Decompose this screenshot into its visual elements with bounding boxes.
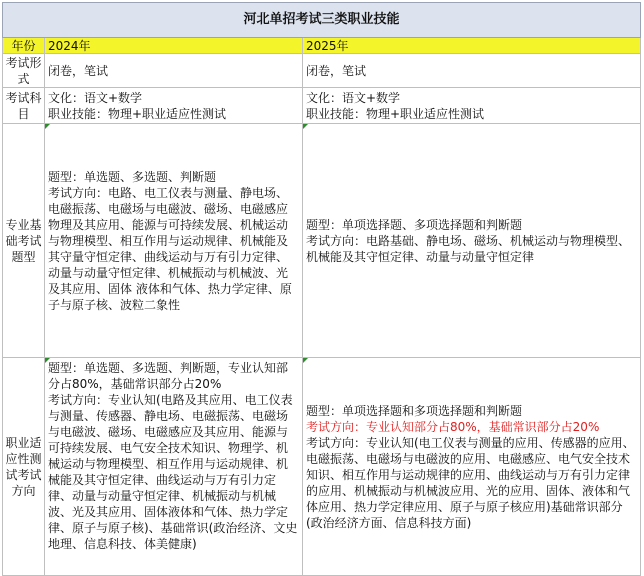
vocational-2025-direction: 考试方向：专业认知(电工仪表与测量的应用、传感器的应用、电磁振荡、电磁场与电磁波的应用、电磁感应、电气安全技术知识、相互作用与运动规律的应用、曲线运动与万有引力定律的应用、机械振动与机械波应用、光的应用、固体、液体和气体应用、热力学定律应用、原子与原子核应用)基础常识部分(政治经济方面、信息科技方面) — [306, 435, 635, 530]
header-row — [3, 38, 641, 54]
subjects-2025 — [303, 88, 641, 124]
professional-2025-direction: 考试方向：电路基础、静电场、磁场、机械运动与物理模型、机械能及其守恒定律、动量与动量守恒定律 — [306, 233, 631, 264]
vocational-2024 — [45, 358, 303, 576]
year-label: 年份 — [3, 38, 45, 54]
row-label-format: 考试形式 — [3, 54, 45, 88]
subjects-2025-culture: 文化：语文+数学 — [306, 90, 401, 105]
format-2025: 闭卷，笔试 — [303, 54, 641, 88]
vocational-2024-direction: 考试方向：专业认知(电路及其应用、电工仪表与测量、传感器、静电场、电磁振荡、电磁场与电磁波、磁场、电磁感应及其应用、能源与可持续发展、电气安全技术知识、物理学、机械运动与物理模型、相互作用与运动规律、机械能及其守恒定律、曲线运动与万有引力定律、动量与动量守恒定律、机械振动与机械波、光及其应用、固体液体和气体、热力学定律、原子与原子核)、基础常识(政治经济、文史地理、信息科技、体美健康) — [48, 393, 298, 551]
subjects-2024-culture: 文化：语文+数学 — [48, 90, 143, 105]
vocational-2025-types: 题型：单项选择题和多项选择题和判断题 — [306, 403, 523, 418]
subjects-2025-skill: 职业技能：物理+职业适应性测试 — [306, 106, 485, 121]
table-row — [3, 54, 641, 88]
vocational-2025-highlight: 考试方向：专业认知部分占80%，基础常识部分占20% — [306, 419, 600, 434]
row-label-professional: 专业基础考试题型 — [3, 124, 45, 358]
subjects-2024 — [45, 88, 303, 124]
exam-comparison-table — [2, 2, 641, 576]
table-row — [3, 88, 641, 124]
row-label-subjects: 考试科目 — [3, 88, 45, 124]
table-title: 河北单招考试三类职业技能 — [3, 3, 641, 38]
year-2025-header: 2025年 — [303, 38, 641, 54]
format-2024: 闭卷，笔试 — [45, 54, 303, 88]
professional-2025 — [303, 124, 641, 358]
table-row — [3, 358, 641, 576]
row-label-vocational: 职业适应性测试考试方向 — [3, 358, 45, 576]
professional-2024-types: 题型：单选题、多选题、判断题 — [48, 169, 217, 184]
professional-2024 — [45, 124, 303, 358]
year-2024-header: 2024年 — [45, 38, 303, 54]
vocational-2024-types: 题型：单选题、多选题、判断题，专业认知部分占80%，基础常识部分占20% — [48, 361, 289, 391]
professional-2025-types: 题型：单项选择题、多项选择题和判断题 — [306, 217, 523, 232]
subjects-2024-skill: 职业技能：物理+职业适应性测试 — [48, 106, 227, 121]
professional-2024-direction: 考试方向：电路、电工仪表与测量、静电场、电磁振荡、电磁场与电磁波、磁场、电磁感应物理及其应用、能源与可持续发展、机械运动与物理模型、相互作用与运动规律、机械能及其守量守恒定律、曲线运动与万有引力定律、动量与动量守恒定律、机械振动与机械波、光及其应用、固体 液体和气体、热力学定律、原子与原子核、波粒二象性 — [48, 185, 292, 312]
vocational-2025 — [303, 358, 641, 576]
table-row — [3, 124, 641, 358]
